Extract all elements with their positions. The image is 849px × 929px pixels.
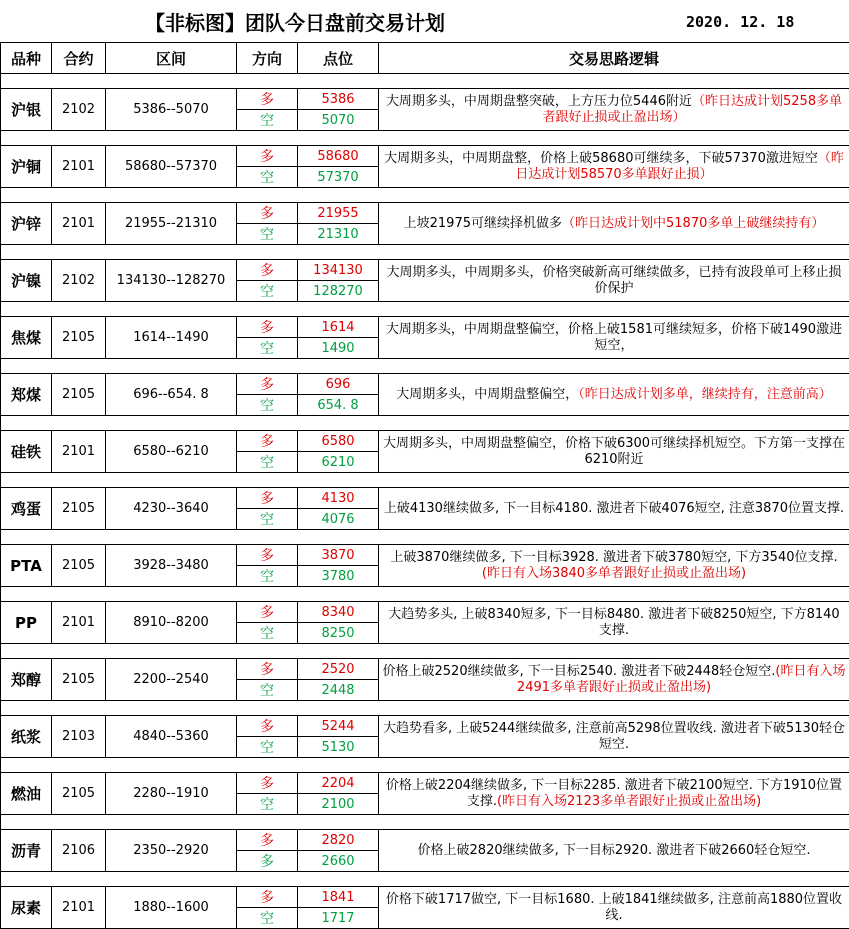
contract-cell: 2105 xyxy=(52,545,106,587)
table-row xyxy=(1,887,849,908)
variety-cell: PP xyxy=(1,602,52,644)
logic-text: 上破4130继续做多, 下一目标4180. 激进者下破4076短空, 注意3870位置支撑. xyxy=(384,501,844,516)
logic-text: 上破3870继续做多, 下一目标3928. 激进者下破3780短空, 下方3540位支撑. xyxy=(390,550,837,565)
direction-long: 多 xyxy=(237,602,298,623)
logic-text: 价格上破2204继续做多, 下一目标2285. 激进者下破2100短空. 下方1910位置支撑. xyxy=(386,778,842,809)
header-contract: 合约 xyxy=(52,43,106,74)
header-range: 区间 xyxy=(106,43,237,74)
row-spacer xyxy=(1,758,849,773)
level-long: 134130 xyxy=(298,260,379,281)
range-cell: 1614--1490 xyxy=(106,317,237,359)
spacer-cell xyxy=(379,473,849,488)
table-row xyxy=(1,716,849,737)
table-row xyxy=(1,659,849,680)
direction-long: 多 xyxy=(237,260,298,281)
range-cell: 696--654. 8 xyxy=(106,374,237,416)
direction-short: 空 xyxy=(237,167,298,188)
row-spacer xyxy=(1,131,849,146)
table-row xyxy=(1,146,849,167)
spacer-cell xyxy=(1,473,237,488)
level-long: 4130 xyxy=(298,488,379,509)
logic-cell xyxy=(379,659,849,701)
row-spacer xyxy=(1,701,849,716)
range-cell: 3928--3480 xyxy=(106,545,237,587)
level-short: 2100 xyxy=(298,794,379,815)
spacer-cell xyxy=(237,872,379,887)
logic-cell xyxy=(379,773,849,815)
direction-long: 多 xyxy=(237,773,298,794)
variety-cell: 郑煤 xyxy=(1,374,52,416)
logic-text: 大周期多头，中周期盘整突破，上方压力位5446附近 xyxy=(386,94,692,109)
spacer-cell xyxy=(379,359,849,374)
header-level: 点位 xyxy=(298,43,379,74)
range-cell: 8910--8200 xyxy=(106,602,237,644)
contract-cell: 2101 xyxy=(52,203,106,245)
spacer-cell xyxy=(1,74,237,89)
spacer-cell xyxy=(379,302,849,317)
header-row xyxy=(1,43,849,74)
direction-long: 多 xyxy=(237,545,298,566)
logic-note: （昨日达成计划58570多单跟好止损） xyxy=(515,151,844,182)
spacer-cell xyxy=(1,188,237,203)
logic-text: 大周期多头，中周期盘整偏空，价格下破6300可继续择机短空。下方第一支撑在6210附近 xyxy=(383,436,845,467)
spacer-cell xyxy=(379,416,849,431)
logic-cell xyxy=(379,146,849,188)
level-long: 5386 xyxy=(298,89,379,110)
variety-cell: 硅铁 xyxy=(1,431,52,473)
level-long: 696 xyxy=(298,374,379,395)
spacer-cell xyxy=(237,302,379,317)
spacer-cell xyxy=(1,530,237,545)
level-short: 8250 xyxy=(298,623,379,644)
direction-long: 多 xyxy=(237,659,298,680)
header-direction: 方向 xyxy=(237,43,298,74)
direction-short: 多 xyxy=(237,851,298,872)
contract-cell: 2101 xyxy=(52,887,106,929)
plan-body xyxy=(1,74,849,929)
contract-cell: 2105 xyxy=(52,374,106,416)
variety-cell: 沪锌 xyxy=(1,203,52,245)
level-short: 5070 xyxy=(298,110,379,131)
level-short: 128270 xyxy=(298,281,379,302)
variety-cell: 纸浆 xyxy=(1,716,52,758)
level-long: 1614 xyxy=(298,317,379,338)
logic-cell xyxy=(379,317,849,359)
range-cell: 21955--21310 xyxy=(106,203,237,245)
logic-text: 大周期多头，中周期盘整偏空， xyxy=(396,387,578,402)
direction-short: 空 xyxy=(237,623,298,644)
table-row xyxy=(1,317,849,338)
level-long: 58680 xyxy=(298,146,379,167)
table-row xyxy=(1,545,849,566)
spacer-cell xyxy=(379,245,849,260)
contract-cell: 2103 xyxy=(52,716,106,758)
logic-text: 大周期多头，中周期盘整偏空，价格上破1581可继续短多，价格下破1490激进短空， xyxy=(386,322,842,353)
logic-cell xyxy=(379,374,849,416)
logic-cell xyxy=(379,203,849,245)
spacer-cell xyxy=(237,644,379,659)
header-variety: 品种 xyxy=(1,43,52,74)
contract-cell: 2101 xyxy=(52,602,106,644)
spacer-cell xyxy=(379,872,849,887)
logic-note: （昨日达成计划5258多单者跟好止损或止盈出场） xyxy=(542,94,842,125)
direction-short: 空 xyxy=(237,509,298,530)
table-row xyxy=(1,602,849,623)
logic-cell xyxy=(379,89,849,131)
logic-note: (昨日有入场2491多单者跟好止损或止盈出场) xyxy=(517,664,846,695)
logic-note: （昨日达成计划中51870多单上破继续持有） xyxy=(562,216,824,231)
direction-short: 空 xyxy=(237,566,298,587)
spacer-cell xyxy=(379,815,849,830)
logic-cell xyxy=(379,887,849,929)
spacer-cell xyxy=(1,701,237,716)
row-spacer xyxy=(1,644,849,659)
variety-cell: 焦煤 xyxy=(1,317,52,359)
range-cell: 6580--6210 xyxy=(106,431,237,473)
level-short: 1490 xyxy=(298,338,379,359)
range-cell: 4840--5360 xyxy=(106,716,237,758)
contract-cell: 2105 xyxy=(52,659,106,701)
level-long: 8340 xyxy=(298,602,379,623)
table-row xyxy=(1,830,849,851)
level-long: 1841 xyxy=(298,887,379,908)
spacer-cell xyxy=(237,416,379,431)
direction-long: 多 xyxy=(237,203,298,224)
variety-cell: 沪银 xyxy=(1,89,52,131)
contract-cell: 2102 xyxy=(52,89,106,131)
level-long: 2820 xyxy=(298,830,379,851)
row-spacer xyxy=(1,359,849,374)
variety-cell: PTA xyxy=(1,545,52,587)
spacer-cell xyxy=(237,587,379,602)
variety-cell: 郑醇 xyxy=(1,659,52,701)
spacer-cell xyxy=(237,131,379,146)
level-short: 5130 xyxy=(298,737,379,758)
row-spacer xyxy=(1,473,849,488)
spacer-cell xyxy=(237,473,379,488)
level-long: 6580 xyxy=(298,431,379,452)
title-row xyxy=(0,0,849,43)
table-row xyxy=(1,488,849,509)
table-row xyxy=(1,89,849,110)
spacer-cell xyxy=(379,644,849,659)
direction-short: 空 xyxy=(237,737,298,758)
direction-short: 空 xyxy=(237,110,298,131)
spacer-cell xyxy=(379,131,849,146)
header-logic: 交易思路逻辑 xyxy=(379,43,849,74)
variety-cell: 沪镍 xyxy=(1,260,52,302)
table-row xyxy=(1,773,849,794)
logic-text: 价格上破2520继续做多, 下一目标2540. 激进者下破2448轻仓短空. xyxy=(383,664,776,679)
range-cell: 2350--2920 xyxy=(106,830,237,872)
direction-long: 多 xyxy=(237,89,298,110)
level-long: 3870 xyxy=(298,545,379,566)
direction-short: 空 xyxy=(237,281,298,302)
plan-table xyxy=(0,42,849,929)
level-long: 2204 xyxy=(298,773,379,794)
logic-text: 上坡21975可继续择机做多 xyxy=(404,216,562,231)
direction-short: 空 xyxy=(237,395,298,416)
direction-short: 空 xyxy=(237,224,298,245)
row-spacer xyxy=(1,872,849,887)
table-row xyxy=(1,203,849,224)
range-cell: 2280--1910 xyxy=(106,773,237,815)
spacer-cell xyxy=(379,758,849,773)
contract-cell: 2101 xyxy=(52,431,106,473)
level-short: 57370 xyxy=(298,167,379,188)
variety-cell: 燃油 xyxy=(1,773,52,815)
logic-note: (昨日有入场3840多单者跟好止损或止盈出场) xyxy=(482,566,746,581)
direction-long: 多 xyxy=(237,488,298,509)
logic-cell xyxy=(379,830,849,872)
direction-long: 多 xyxy=(237,716,298,737)
level-short: 21310 xyxy=(298,224,379,245)
page-title: 【非标图】团队今日盘前交易计划 xyxy=(0,7,590,36)
logic-cell xyxy=(379,488,849,530)
variety-cell: 尿素 xyxy=(1,887,52,929)
direction-short: 空 xyxy=(237,908,298,929)
spacer-cell xyxy=(1,131,237,146)
logic-cell xyxy=(379,545,849,587)
spacer-cell xyxy=(379,701,849,716)
level-short: 2660 xyxy=(298,851,379,872)
contract-cell: 2106 xyxy=(52,830,106,872)
variety-cell: 沥青 xyxy=(1,830,52,872)
level-short: 1717 xyxy=(298,908,379,929)
level-long: 5244 xyxy=(298,716,379,737)
direction-short: 空 xyxy=(237,680,298,701)
row-spacer xyxy=(1,416,849,431)
spacer-cell xyxy=(237,359,379,374)
spacer-cell xyxy=(379,530,849,545)
table-row xyxy=(1,374,849,395)
row-spacer xyxy=(1,530,849,545)
spacer-cell xyxy=(1,815,237,830)
spacer-cell xyxy=(379,188,849,203)
logic-text: 大趋势看多, 上破5244继续做多, 注意前高5298位置收线. 激进者下破5130轻仓短空. xyxy=(383,721,845,752)
logic-text: 价格上破2820继续做多, 下一目标2920. 激进者下破2660轻仓短空. xyxy=(418,843,811,858)
range-cell: 4230--3640 xyxy=(106,488,237,530)
spacer-cell xyxy=(237,188,379,203)
spacer-cell xyxy=(1,302,237,317)
direction-long: 多 xyxy=(237,374,298,395)
contract-cell: 2105 xyxy=(52,317,106,359)
level-long: 2520 xyxy=(298,659,379,680)
contract-cell: 2105 xyxy=(52,773,106,815)
spacer-cell xyxy=(1,644,237,659)
spacer-cell xyxy=(379,587,849,602)
spacer-cell xyxy=(1,416,237,431)
direction-long: 多 xyxy=(237,887,298,908)
spacer-cell xyxy=(1,359,237,374)
level-short: 654. 8 xyxy=(298,395,379,416)
row-spacer xyxy=(1,245,849,260)
spacer-cell xyxy=(237,701,379,716)
spacer-cell xyxy=(1,872,237,887)
logic-cell xyxy=(379,431,849,473)
row-spacer xyxy=(1,302,849,317)
contract-cell: 2101 xyxy=(52,146,106,188)
direction-short: 空 xyxy=(237,794,298,815)
direction-long: 多 xyxy=(237,317,298,338)
row-spacer xyxy=(1,815,849,830)
logic-text: 大趋势多头, 上破8340短多, 下一目标8480. 激进者下破8250短空, 下方8140支撑. xyxy=(388,607,839,638)
range-cell: 1880--1600 xyxy=(106,887,237,929)
spacer-cell xyxy=(379,74,849,89)
level-short: 2448 xyxy=(298,680,379,701)
range-cell: 2200--2540 xyxy=(106,659,237,701)
logic-note: （昨日达成计划多单，继续持有，注意前高） xyxy=(578,387,832,402)
level-short: 3780 xyxy=(298,566,379,587)
logic-cell xyxy=(379,260,849,302)
range-cell: 5386--5070 xyxy=(106,89,237,131)
logic-note: (昨日有入场2123多单者跟好止损或止盈出场) xyxy=(497,794,761,809)
direction-long: 多 xyxy=(237,431,298,452)
row-spacer xyxy=(1,188,849,203)
spacer-cell xyxy=(237,758,379,773)
table-row xyxy=(1,431,849,452)
level-short: 6210 xyxy=(298,452,379,473)
spacer-cell xyxy=(237,530,379,545)
logic-text: 价格下破1717做空, 下一目标1680. 上破1841继续做多, 注意前高1880位置收线. xyxy=(386,892,842,923)
row-spacer xyxy=(1,587,849,602)
spacer-cell xyxy=(1,587,237,602)
logic-text: 大周期多头，中周期盘整，价格上破58680可继续多，下破57370激进短空 xyxy=(384,151,818,166)
variety-cell: 沪铜 xyxy=(1,146,52,188)
contract-cell: 2105 xyxy=(52,488,106,530)
direction-short: 空 xyxy=(237,452,298,473)
plan-date: 2020. 12. 18 xyxy=(686,13,794,31)
range-cell: 134130--128270 xyxy=(106,260,237,302)
logic-text: 大周期多头，中周期多头，价格突破新高可继续做多，已持有波段单可上移止损价保护 xyxy=(386,265,841,296)
direction-long: 多 xyxy=(237,146,298,167)
spacer-cell xyxy=(237,815,379,830)
spacer-cell xyxy=(237,74,379,89)
variety-cell: 鸡蛋 xyxy=(1,488,52,530)
direction-long: 多 xyxy=(237,830,298,851)
spacer-cell xyxy=(237,245,379,260)
direction-short: 空 xyxy=(237,338,298,359)
logic-cell xyxy=(379,602,849,644)
table-row xyxy=(1,260,849,281)
range-cell: 58680--57370 xyxy=(106,146,237,188)
logic-cell xyxy=(379,716,849,758)
spacer-cell xyxy=(1,758,237,773)
spacer-cell xyxy=(1,245,237,260)
contract-cell: 2102 xyxy=(52,260,106,302)
level-short: 4076 xyxy=(298,509,379,530)
row-spacer xyxy=(1,74,849,89)
level-long: 21955 xyxy=(298,203,379,224)
